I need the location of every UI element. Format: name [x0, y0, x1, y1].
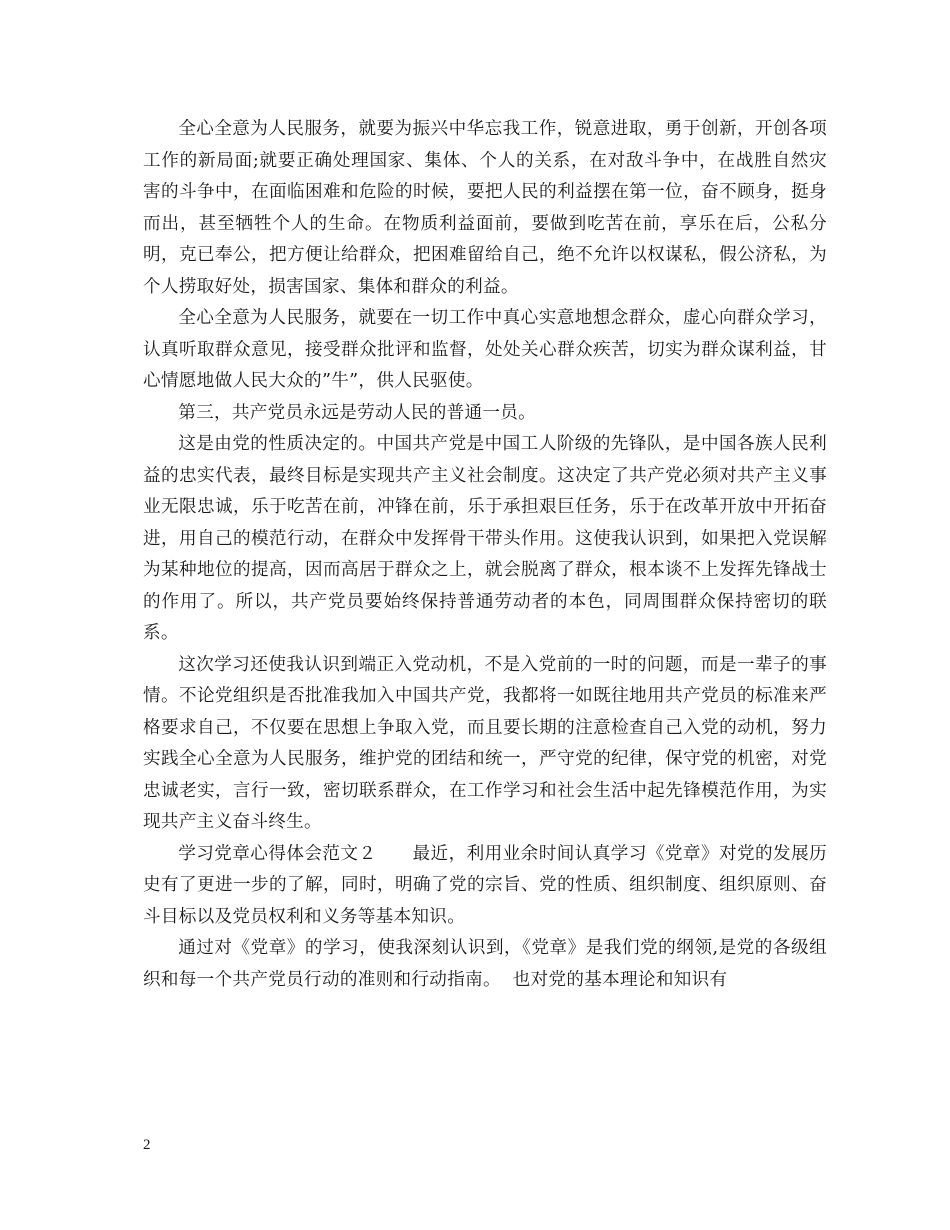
paragraph-1: 全心全意为人民服务，就要为振兴中华忘我工作，锐意进取，勇于创新，开创各项工作的新局面;就要正确处理国家、集体、个人的关系，在对敌斗争中，在战胜自然灾害的斗争中，在面临困难和危险的时候，要把人民的利益摆在第一位，奋不顾身，挺身而出，甚至牺牲个人的生命。在物质利益面前，要做到吃苦在前，享乐在后，公私分明，克已奉公，把方便让给群众，把困难留给自己，绝不允许以权谋私，假公济私，为个人捞取好处，损害国家、集体和群众的利益。 [143, 119, 827, 297]
paragraph-5: 这次学习还使我认识到端正入党动机，不是入党前的一时的问题，而是一辈子的事情。不论党组织是否批准我加入中国共产党，我都将一如既往地用共产党员的标准来严格要求自己，不仅要在思想上争取入党，而且要长期的注意检查自己入党的动机，努力实践全心全意为人民服务，维护党的团结和统一，严守党的纪律，保守党的机密，对党忠诚老实，言行一致，密切联系群众，在工作学习和社会生活中起先锋模范作用，为实现共产主义奋斗终生。 [143, 654, 827, 832]
paragraph-3: 第三，共产党员永远是劳动人民的普通一员。 [178, 402, 537, 423]
paragraph-6: 学习党章心得体会范文２ 最近，利用业余时间认真学习《党章》对党的发展历史有了更进一步的了解，同时，明确了党的宗旨、党的性质、组织制度、组织原则、奋斗目标以及党员权利和义务等基本知识。 [143, 843, 827, 927]
document-body [143, 114, 827, 996]
paragraph-2: 全心全意为人民服务，就要在一切工作中真心实意地想念群众，虚心向群众学习，认真听取群众意见，接受群众批评和监督，处处关心群众疾苦，切实为群众谋利益，甘心情愿地做人民大众的”牛”，供人民驱使。 [143, 308, 827, 391]
paragraph-7: 通过对《党章》的学习，使我深刻认识到，《党章》是我们党的纲领,是党的各级组织和每一个共产党员行动的准则和行动指南。 也对党的基本理论和知识有 [143, 938, 827, 990]
paragraph-4: 这是由党的性质决定的。中国共产党是中国工人阶级的先锋队，是中国各族人民利益的忠实代表，最终目标是实现共产主义社会制度。这决定了共产党必须对共产主义事业无限忠诚，乐于吃苦在前，冲锋在前，乐于承担艰巨任务，乐于在改革开放中开拓奋进，用自己的模范行动，在群众中发挥骨干带头作用。这使我认识到，如果把入党误解为某种地位的提高，因而高居于群众之上，就会脱离了群众，根本谈不上发挥先锋战士的作用了。所以，共产党员要始终保持普通劳动者的本色，同周围群众保持密切的联系。 [143, 434, 827, 643]
page-number: 2 [143, 1137, 151, 1153]
